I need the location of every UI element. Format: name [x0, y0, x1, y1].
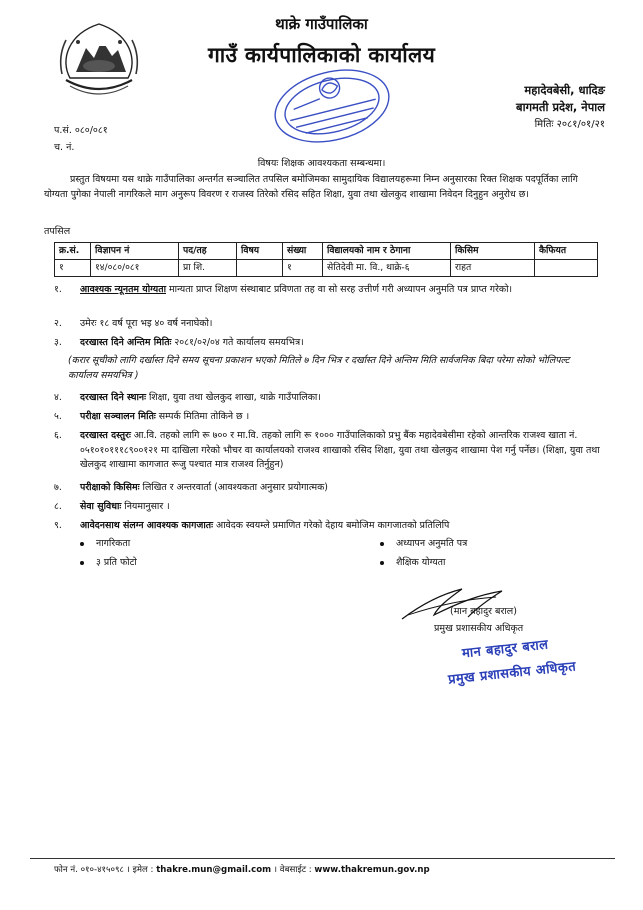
dispatch-number: च. नं.: [54, 142, 75, 153]
table-header-row: [55, 243, 598, 260]
item-text: उमेरः १८ वर्ष पूरा भइ ४० वर्ष ननाघेको।: [80, 318, 213, 329]
bullet-icon: [80, 561, 84, 565]
item-number: ३.: [54, 337, 62, 348]
reference-number: प.सं. ०८०/०८१: [54, 125, 108, 136]
col-type: किसिम: [451, 243, 535, 260]
footer-phone: फोन नं. ०१०-४१५०९८: [54, 865, 124, 875]
item-text: शिक्षा, युवा तथा खेलकुद शाखा, थाक्रे गाउँपालिका।: [146, 392, 321, 403]
item-number: ९.: [54, 520, 62, 531]
signatory-name: (मान बहादुर बराल): [450, 606, 517, 617]
col-subject: विषय: [237, 243, 283, 260]
bullet-icon: [380, 542, 384, 546]
cell-school: सेतिदेवी मा. वि., थाक्रे-६: [323, 260, 451, 277]
col-remarks: कैफियत: [535, 243, 598, 260]
footer-website[interactable]: www.thakremun.gov.np: [314, 865, 430, 875]
col-count: संख्या: [283, 243, 323, 260]
item-text: २०८१/०२/०४ गते कार्यालय समयभित्र।: [171, 337, 304, 348]
cell-post: प्रा शि.: [179, 260, 237, 277]
footer-email-label: । इमेल :: [126, 865, 154, 875]
vacancy-table: [54, 242, 598, 277]
document-item: [380, 556, 445, 570]
footer-contact: [54, 864, 430, 876]
col-sn: क्र.सं.: [55, 243, 91, 260]
item-label: परीक्षा सञ्चालन मितिः: [80, 411, 156, 422]
item-number: ८.: [54, 501, 62, 512]
item-number: ४.: [54, 392, 62, 403]
details-heading: तपसिल: [44, 226, 71, 237]
title-stamp: प्रमुख प्रशासकीय अधिकृत: [447, 659, 577, 688]
item-text: लिखित र अन्तरवार्ता (आवश्यकता अनुसार प्रयोगात्मक): [139, 482, 328, 493]
item-number: ६.: [54, 430, 62, 441]
name-stamp: मान बहादुर बराल: [461, 637, 550, 662]
address-line-2: बागमती प्रदेश, नेपाल: [516, 100, 605, 115]
cell-subject: [237, 260, 283, 277]
footer-divider: [30, 858, 615, 859]
cell-ad-no: १४/०८०/०८१: [91, 260, 179, 277]
intro-paragraph: प्रस्तुत विषयमा यस थाक्रे गाउँपालिका अन्तर्गत सञ्चालित तपसिल बमोजिमका सामुदायिक विद्यालयहरूमा निम्न अनुसारका रिक्त शिक्षक पदपूर्तिका लागि योग्यता पुगेका नेपाली नागरिकले माग अनुरूप विवरण र राजस्व तिरेको रसिद सहित शिक्षा, युवा तथा खेलकुद शाखामा निवेदन दिनुहुन अनुरोध छ।: [44, 174, 578, 200]
document-item: [80, 556, 137, 570]
item-text: नियमानुसार ।: [121, 501, 170, 512]
col-school: विद्यालयको नाम र ठेगाना: [323, 243, 451, 260]
item-label: दरखास्त दिने स्थानः: [80, 392, 147, 403]
item-label: परीक्षाको किसिमः: [80, 482, 140, 493]
letter-date: मितिः २०८१/०१/२१: [534, 118, 605, 130]
item-label: सेवा सुविधाः: [80, 501, 122, 512]
document-label: नागरिकता: [96, 538, 131, 549]
item-number: २.: [54, 318, 62, 329]
item-label: दरखास्त दिने अन्तिम मितिः: [80, 337, 172, 348]
footer-web-label: । वेबसाईट :: [273, 865, 312, 875]
office-stamp: [268, 66, 396, 146]
office-name: गाउँ कार्यपालिकाको कार्यालय: [207, 43, 436, 67]
bullet-icon: [80, 542, 84, 546]
office-address: [516, 82, 605, 132]
col-post: पद/तह: [179, 243, 237, 260]
cell-type: राहत: [451, 260, 535, 277]
document-item: [380, 537, 467, 551]
document-label: अध्यापन अनुमति पत्र: [396, 538, 468, 549]
item-text: मान्यता प्राप्त शिक्षण संस्थाबाट प्रविणता तह वा सो सरह उत्तीर्ण गरी अध्यापन अनुमति पत्र प्राप्त गरेको।: [166, 284, 513, 295]
footer-email[interactable]: thakre.mun@gmail.com: [156, 865, 272, 875]
col-ad-no: विज्ञापन नं: [91, 243, 179, 260]
item-text: आवेदक स्वयम्ले प्रमाणित गरेको देहाय बमोजिम कागजातको प्रतिलिपि: [213, 520, 450, 531]
document-label: शैक्षिक योग्यता: [396, 557, 446, 568]
municipality-name: थाक्रे गाउँपालिका: [275, 15, 368, 33]
cell-sn: १: [55, 260, 91, 277]
item-number: ५.: [54, 411, 62, 422]
cell-count: १: [283, 260, 323, 277]
item-text: सम्पर्क मितिमा तोकिने छ ।: [155, 411, 250, 422]
document-item: [80, 537, 130, 551]
item-label: आवश्यक न्यूनतम योग्यता: [80, 284, 167, 295]
deadline-note: (करार सूचीको लागि दर्खास्त दिने समय सूचना प्रकाशन भएको मितिले ७ दिन भित्र र दर्खास्त दिने अन्तिम मिति सार्वजनिक बिदा परेमा सोको भोलिपल्ट कार्यालय समयभित्र ): [68, 355, 570, 381]
item-text: आ.वि. तहको लागि रू ७०० र मा.वि. तहको लागि रू १००० गाउँपालिकाको प्रभु बैंक महादेवबेसीमा रहेको आन्तरिक राजश्व खाता नं. ०५१०१०१११८९००१२१ मा दाखिला गरेको भौचर वा कार्यालयको राजश्व शाखाको रसिद शिक्षा, युवा तथा खेलकुद शाखामा पेश गर्नु पर्नेछ। (शिक्षा, युवा तथा खेलकुद शाखामा कागजात रूजु पश्चात मात्र राजश्व तिर्नुहुन): [80, 430, 600, 471]
address-line-1: महादेवबेसी, धादिङ: [524, 83, 605, 97]
item-label: दरखास्त दस्तुरः: [80, 430, 131, 441]
bullet-icon: [380, 561, 384, 565]
signatory-title: प्रमुख प्रशासकीय अधिकृत: [434, 623, 524, 634]
cell-remarks: [535, 260, 598, 277]
letter-subject: विषयः शिक्षक आवश्यकता सम्बन्धमा।: [257, 158, 386, 169]
table-row: [55, 260, 598, 277]
document-label: ३ प्रति फोटो: [96, 557, 137, 568]
item-number: ७.: [54, 482, 62, 493]
item-number: १.: [54, 284, 62, 295]
signature-block: [398, 585, 608, 705]
item-label: आवेदनसाथ संलग्न आवश्यक कागजातः: [80, 520, 213, 531]
